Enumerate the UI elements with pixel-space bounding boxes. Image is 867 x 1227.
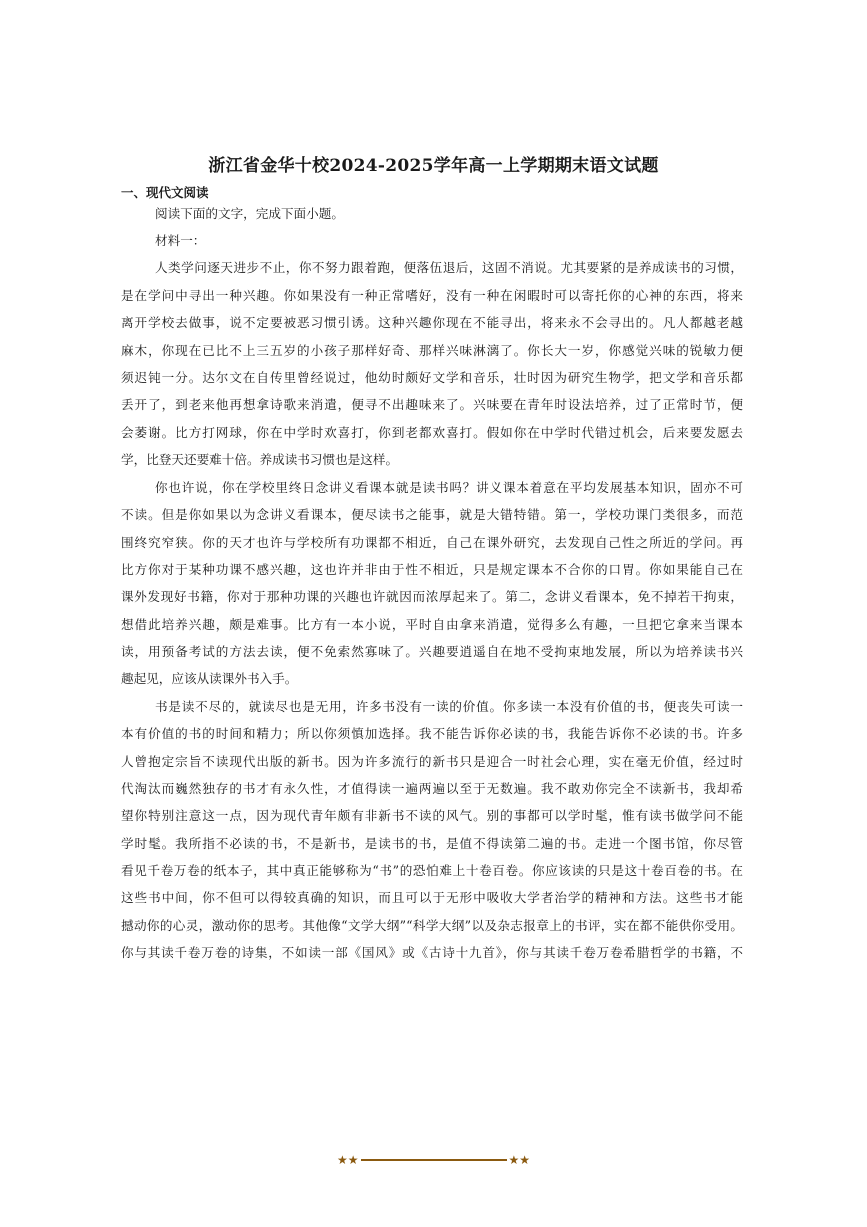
star-icon: ★★ bbox=[508, 1153, 531, 1167]
paragraph-line: 人类学问逐天进步不止，你不努力跟着跑，便落伍退后，这固不消说。尤其要紧的是养成读书的习惯， bbox=[155, 260, 743, 275]
section-heading: 一、现代文阅读 bbox=[121, 185, 209, 200]
paragraph-line: 不读。但是你如果以为念讲义看课本，便尽读书之能事，就是大错特错。第一，学校功课门类很多，而范 bbox=[121, 507, 743, 522]
paragraph-line: 书是读不尽的，就读尽也是无用，许多书没有一读的价值。你多读一本没有价值的书，便丧失可读一 bbox=[155, 699, 743, 714]
paragraph-line: 想借此培养兴趣，颇是难事。比方有一本小说，平时自由拿来消遣，觉得多么有趣，一旦把它拿来当课本 bbox=[121, 617, 743, 632]
paragraph-line: 须迟钝一分。达尔文在自传里曾经说过，他幼时颇好文学和音乐，壮时因为研究生物学，把文学和音乐都 bbox=[121, 370, 743, 385]
paragraph-line: 本有价值的书的时间和精力；所以你须慎加选择。我不能告诉你必读的书，我能告诉你不必读的书。许多 bbox=[121, 726, 743, 741]
paragraph-line: 比方你对于某种功课不感兴趣，这也许并非由于性不相近，只是规定课本不合你的口胃。你如果能自己在 bbox=[121, 562, 743, 577]
paragraph-line: 是在学问中寻出一种兴趣。你如果没有一种正常嗜好，没有一种在闲暇时可以寄托你的心神的东西，将来 bbox=[121, 288, 743, 303]
paragraph-line: 课外发现好书籍，你对于那种功课的兴趣也许就因而浓厚起来了。第二，念讲义看课本，免不掉若干拘束， bbox=[121, 589, 743, 604]
instruction-text: 阅读下面的文字，完成下面小题。 bbox=[155, 206, 344, 221]
paragraph-line: 围终究窄狭。你的天才也许与学校所有功课都不相近，自己在课外研究，去发现自己性之所近的学问。再 bbox=[121, 535, 743, 550]
paragraph-line: 读，用预备考试的方法去读，便不免索然寡味了。兴趣要逍遥自在地不受拘束地发展，所以为培养读书兴 bbox=[121, 644, 743, 659]
star-icon: ★★ bbox=[336, 1153, 359, 1167]
paragraph-line: 麻木，你现在已比不上三五岁的小孩子那样好奇、那样兴味淋漓了。你长大一岁，你感觉兴味的锐敏力便 bbox=[121, 343, 743, 358]
paragraph-line: 学，比登天还要难十倍。养成读书习惯也是这样。 bbox=[121, 452, 399, 467]
paragraph-line: 望你特别注意这一点，因为现代青年颇有非新书不读的风气。别的事都可以学时髦，惟有读书做学问不能 bbox=[121, 808, 743, 823]
paragraph-line: 离开学校去做事，说不定要被恶习惯引诱。这种兴趣你现在不能寻出，将来永不会寻出的。凡人都越老越 bbox=[121, 315, 743, 330]
footer-divider bbox=[361, 1159, 507, 1160]
paragraph-line: 撼动你的心灵，激动你的思考。其他像“文学大纲”“科学大纲”以及杂志报章上的书评，实在都不能供你受用。 bbox=[121, 918, 743, 933]
paragraph-line: 你也许说，你在学校里终日念讲义看课本就是读书吗？讲义课本着意在平均发展基本知识，固亦不可 bbox=[155, 480, 743, 495]
paragraph-line: 这些书中间，你不但可以得较真确的知识，而且可以于无形中吸收大学者治学的精神和方法。这些书才能 bbox=[121, 890, 743, 905]
paragraph-line: 你与其读千卷万卷的诗集，不如读一部《国风》或《古诗十九首》，你与其读千卷万卷希腊哲学的书籍，不 bbox=[121, 945, 743, 960]
paragraph-line: 趣起见，应该从读课外书入手。 bbox=[121, 671, 298, 686]
paragraph-line: 看见千卷万卷的纸本子，其中真正能够称为“书”的恐怕难上十卷百卷。你应该读的只是这十卷百卷的书。在 bbox=[121, 863, 743, 878]
page-footer-ornament bbox=[0, 1150, 867, 1170]
paragraph-line: 会萎谢。比方打网球，你在中学时欢喜打，你到老都欢喜打。假如你在中学时代错过机会，后来要发愿去 bbox=[121, 425, 743, 440]
paragraph-line: 学时髦。我所指不必读的书，不是新书，是读书的书，是值不得读第二遍的书。走进一个图书馆，你尽管 bbox=[121, 836, 743, 851]
paragraph-line: 丢开了，到老来他再想拿诗歌来消遣，便寻不出趣味来了。兴味要在青年时设法培养，过了正常时节，便 bbox=[121, 397, 743, 412]
material-label: 材料一： bbox=[155, 233, 206, 248]
paragraph-line: 人曾抱定宗旨不读现代出版的新书。因为许多流行的新书只是迎合一时社会心理，实在毫无价值，经过时 bbox=[121, 754, 743, 769]
page-title: 浙江省金华十校2024-2025学年高一上学期期末语文试题 bbox=[208, 156, 659, 176]
paragraph-line: 代淘汰而巍然独存的书才有永久性，才值得读一遍两遍以至于无数遍。我不敢劝你完全不读新书，我却希 bbox=[121, 781, 743, 796]
